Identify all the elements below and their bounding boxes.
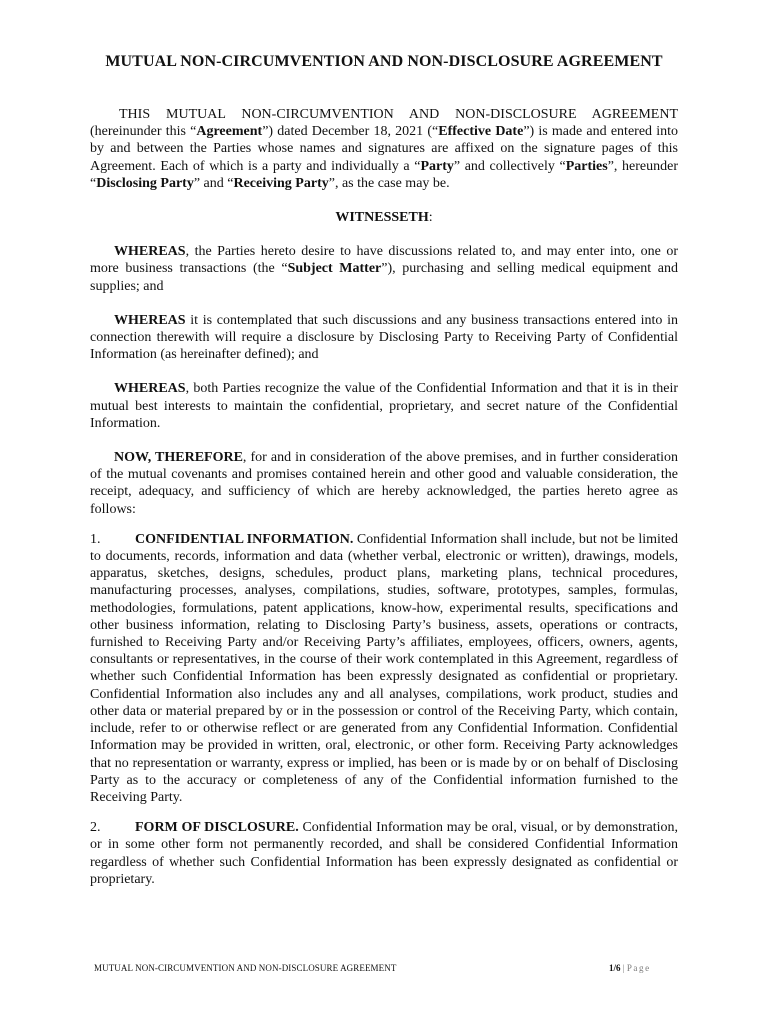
witnesseth-label: WITNESSETH: [335, 210, 429, 226]
intro-text: ”, hereunder “: [90, 158, 678, 191]
now-therefore-text: , for and in consideration of the above premises, and in further consideration of the mutual covenants and promises contained herein and other good and valuable consideration, the receipt, adequacy, and sufficiency of which are hereby acknowledged, the parties hereto agree as follows:: [90, 450, 678, 517]
section-2-form-of-disclosure: [90, 819, 678, 888]
section-heading: CONFIDENTIAL INFORMATION.: [135, 531, 354, 547]
intro-text: ”) is made and entered into by and between the Parties whose names and signatures are affixed on the signature pages of this Agreement. Each of which is a party and individually a “: [90, 124, 679, 174]
whereas-paragraph-3: [90, 380, 678, 432]
whereas-label: WHEREAS: [114, 312, 186, 328]
defined-term: Agreement: [196, 124, 263, 140]
intro-text: ”) dated December 18, 2021 (“: [262, 124, 439, 140]
section-text: Confidential Information shall include, but not be limited to documents, records, information and data (whether verbal, electronic or written), drawings, models, apparatus, sketches, designs, schedules, product plans, marketing plans, technical procedures, manufacturing processes, analyses, compilations, studies, software, prototypes, samples, formulas, methodologies, formulations, patent applications, know-how, experimental results, specifications and other business information, relating to Disclosing Party’s business, assets, operations or contracts, furnished to Receiving Party and/or Receiving Party’s affiliates, employees, officers, owners, agents, consultants or representatives, in the course of their work contemplated in this Agreement, regardless of whether such Confidential Information has been expressly designated as confidential or proprietary. Confidential Information also includes any and all analyses, compilations, work product, studies and other data or material prepared by or in the possession or control of the Receiving Party, which contain, include, refer to or otherwise reflect or are generated from any Confidential Information. Confidential Information may be provided in written, oral, electronic, or other form. Receiving Party acknowledges that no representation or warranty, express or implied, has been or is made by or on behalf of Disclosing Party as to the accuracy or completeness of any of the Confidential information furnished to the Receiving Party.: [90, 531, 679, 805]
whereas-text: , both Parties recognize the value of the Confidential Information and that it is in their mutual best interests to maintain the confidential, proprietary, and secret nature of the Confidential Information.: [90, 381, 678, 431]
whereas-text: , the Parties hereto desire to have discussions related to, and may enter into, one or more business transactions (the “: [90, 244, 678, 277]
intro-text: THIS MUTUAL NON-CIRCUMVENTION AND NON-DISCLOSURE AGREEMENT (hereinunder this “: [90, 107, 678, 140]
section-number: 2.: [90, 820, 101, 836]
intro-paragraph: [90, 106, 678, 192]
defined-term: Subject Matter: [287, 261, 382, 277]
intro-text: ” and “: [193, 175, 234, 191]
document-body: [90, 106, 678, 888]
section-text: Confidential Information may be oral, visual, or by demonstration, or in some other form not permanently recorded, and shall be considered Confidential Information regardless of whether such Confidential Information has been expressly designated as confidential or proprietary.: [90, 820, 679, 887]
defined-term: Party: [420, 158, 454, 174]
defined-term: Parties: [565, 158, 608, 174]
intro-text: ” and collectively “: [453, 158, 566, 174]
witnesseth-heading: [90, 209, 678, 226]
whereas-paragraph-1: [90, 243, 678, 295]
witnesseth-colon: :: [428, 210, 433, 226]
section-number: 1.: [90, 531, 101, 547]
footer-page-number: [609, 963, 651, 973]
whereas-paragraph-2: [90, 312, 678, 364]
whereas-label: WHEREAS: [114, 244, 186, 260]
section-heading: FORM OF DISCLOSURE.: [135, 820, 299, 836]
now-therefore-paragraph: [90, 449, 678, 518]
now-therefore-label: NOW, THEREFORE: [114, 450, 243, 466]
whereas-label: WHEREAS: [114, 381, 186, 397]
intro-text: ”, as the case may be.: [328, 175, 450, 191]
section-1-confidential-information: [90, 531, 678, 806]
whereas-text: it is contemplated that such discussions and any business transactions entered into in connection therewith will require a disclosure by Disclosing Party to Receiving Party of Confidential Information (as hereinafter defined); and: [90, 312, 678, 363]
defined-term: Disclosing Party: [96, 175, 194, 191]
document-title: MUTUAL NON-CIRCUMVENTION AND NON-DISCLOSURE AGREEMENT: [105, 53, 663, 70]
defined-term: Effective Date: [438, 124, 524, 140]
whereas-text: ”), purchasing and selling medical equipment and supplies; and: [90, 261, 678, 294]
page-number: 1/6: [609, 963, 621, 973]
page-separator: |: [622, 963, 625, 973]
page-label: Page: [626, 963, 651, 973]
defined-term: Receiving Party: [233, 175, 329, 191]
footer-title: MUTUAL NON-CIRCUMVENTION AND NON-DISCLOSURE AGREEMENT: [94, 963, 397, 973]
